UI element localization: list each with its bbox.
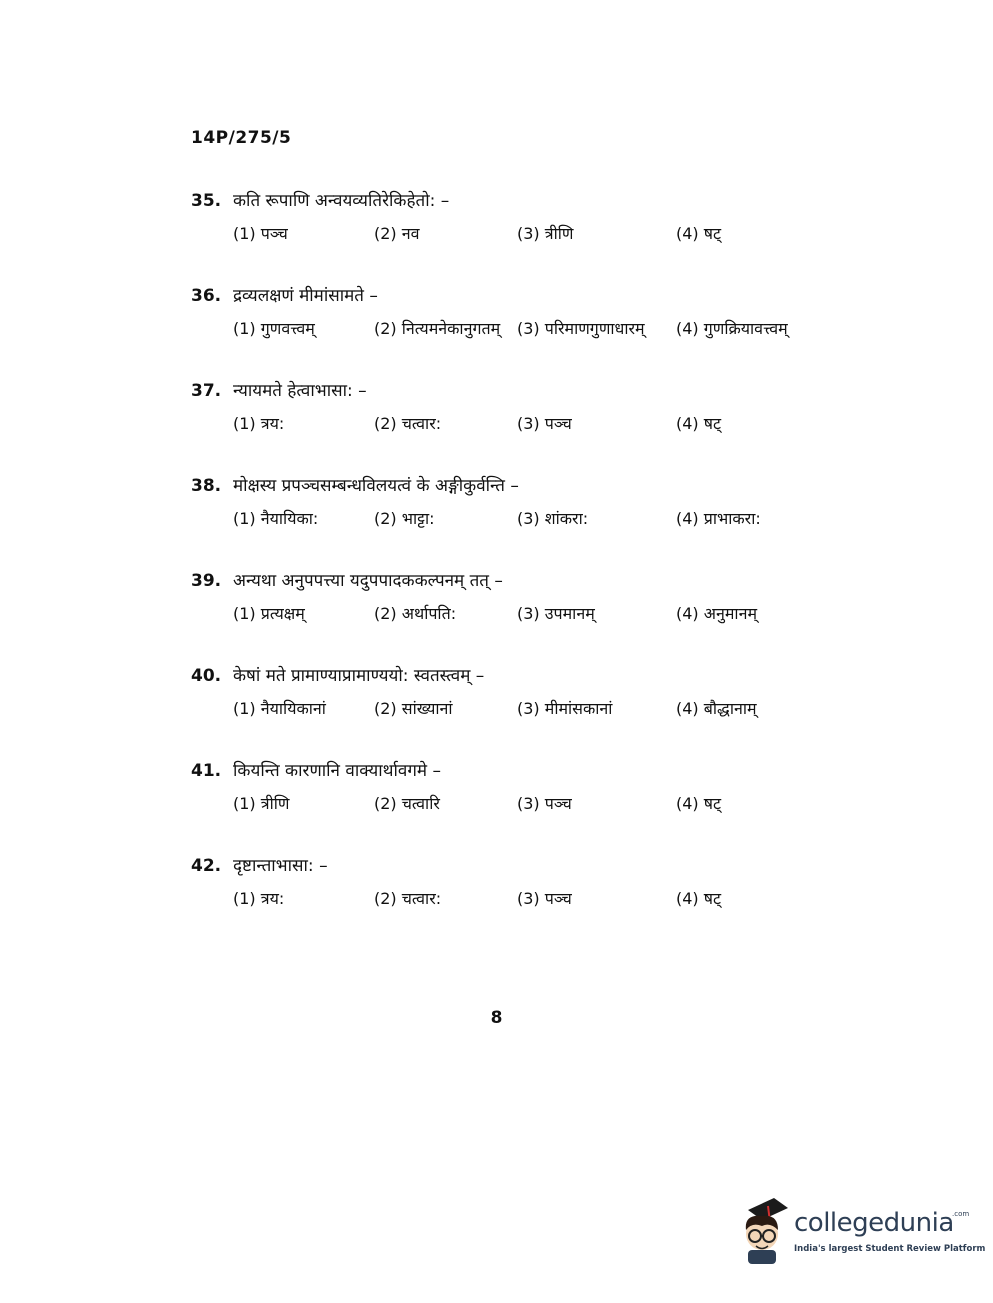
option-4: (4) बौद्धानाम् bbox=[676, 699, 757, 718]
option-3: (3) पञ्च bbox=[517, 414, 572, 433]
question-number: 42. bbox=[191, 856, 222, 876]
logo-wordmark: collegedunia bbox=[794, 1208, 954, 1238]
question-line bbox=[191, 283, 831, 311]
option-3: (3) परिमाणगुणाधारम् bbox=[517, 319, 645, 338]
option-2: (2) चत्वार: bbox=[374, 889, 442, 908]
options-row bbox=[191, 222, 831, 252]
question-text: द्रव्यलक्षणं मीमांसामते – bbox=[233, 286, 378, 306]
options-row bbox=[191, 507, 831, 537]
question-35 bbox=[191, 188, 831, 252]
question-line bbox=[191, 568, 831, 596]
options-row bbox=[191, 697, 831, 727]
option-2: (2) अर्थापति: bbox=[374, 604, 457, 623]
question-line bbox=[191, 188, 831, 216]
question-line bbox=[191, 378, 831, 406]
question-line bbox=[191, 853, 831, 881]
collegedunia-logo bbox=[734, 1196, 986, 1266]
option-3: (3) पञ्च bbox=[517, 889, 572, 908]
logo-domain: .com bbox=[952, 1210, 970, 1218]
question-text: केषां मते प्रामाण्याप्रामाण्ययो: स्वतस्त्वम् – bbox=[233, 666, 485, 686]
options-row bbox=[191, 792, 831, 822]
question-number: 39. bbox=[191, 571, 222, 591]
question-37 bbox=[191, 378, 831, 442]
option-3: (3) त्रीणि bbox=[517, 224, 574, 243]
question-number: 41. bbox=[191, 761, 222, 781]
option-1: (1) त्रय: bbox=[233, 889, 285, 908]
question-42 bbox=[191, 853, 831, 917]
question-36 bbox=[191, 283, 831, 347]
option-3: (3) पञ्च bbox=[517, 794, 572, 813]
question-text: मोक्षस्य प्रपञ्चसम्बन्धविलयत्वं के अङ्गीकुर्वन्ति – bbox=[233, 476, 519, 496]
question-text: कियन्ति कारणानि वाक्यार्थावगमे – bbox=[233, 761, 441, 781]
option-2: (2) चत्वार: bbox=[374, 414, 442, 433]
option-1: (1) गुणवत्त्वम् bbox=[233, 319, 315, 338]
question-text: कति रूपाणि अन्वयव्यतिरेकिहेतो: – bbox=[233, 191, 450, 211]
logo-tagline: India's largest Student Review Platform bbox=[794, 1244, 986, 1254]
option-1: (1) प्रत्यक्षम् bbox=[233, 604, 305, 623]
option-4: (4) प्राभाकरा: bbox=[676, 509, 761, 528]
question-41 bbox=[191, 758, 831, 822]
option-4: (4) षट् bbox=[676, 414, 722, 433]
options-row bbox=[191, 602, 831, 632]
option-2: (2) नव bbox=[374, 224, 420, 243]
option-2: (2) चत्वारि bbox=[374, 794, 440, 813]
question-line bbox=[191, 663, 831, 691]
question-number: 35. bbox=[191, 191, 222, 211]
question-text: दृष्टान्ताभासा: – bbox=[233, 856, 328, 876]
question-40 bbox=[191, 663, 831, 727]
question-text: अन्यथा अनुपपत्त्या यदुपपादककल्पनम् तत् – bbox=[233, 571, 503, 591]
option-1: (1) पञ्च bbox=[233, 224, 288, 243]
question-39 bbox=[191, 568, 831, 632]
question-line bbox=[191, 758, 831, 786]
mascot-icon bbox=[734, 1196, 792, 1266]
option-2: (2) नित्यमनेकानुगतम् bbox=[374, 319, 501, 338]
option-2: (2) सांख्यानां bbox=[374, 699, 453, 718]
paper-code: 14P/275/5 bbox=[191, 128, 292, 148]
option-2: (2) भाट्टा: bbox=[374, 509, 435, 528]
page-number: 8 bbox=[490, 1008, 503, 1028]
option-4: (4) षट् bbox=[676, 224, 722, 243]
option-3: (3) मीमांसकानां bbox=[517, 699, 613, 718]
option-4: (4) अनुमानम् bbox=[676, 604, 758, 623]
options-row bbox=[191, 412, 831, 442]
option-3: (3) उपमानम् bbox=[517, 604, 595, 623]
question-number: 40. bbox=[191, 666, 222, 686]
option-4: (4) षट् bbox=[676, 889, 722, 908]
option-1: (1) नैयायिका: bbox=[233, 509, 319, 528]
question-text: न्यायमते हेत्वाभासा: – bbox=[233, 381, 367, 401]
option-4: (4) षट् bbox=[676, 794, 722, 813]
question-number: 37. bbox=[191, 381, 222, 401]
option-1: (1) त्रय: bbox=[233, 414, 285, 433]
options-row bbox=[191, 887, 831, 917]
question-number: 36. bbox=[191, 286, 222, 306]
question-number: 38. bbox=[191, 476, 222, 496]
option-3: (3) शांकरा: bbox=[517, 509, 589, 528]
options-row bbox=[191, 317, 831, 347]
question-38 bbox=[191, 473, 831, 537]
option-1: (1) नैयायिकानां bbox=[233, 699, 326, 718]
option-1: (1) त्रीणि bbox=[233, 794, 290, 813]
question-line bbox=[191, 473, 831, 501]
option-4: (4) गुणक्रियावत्त्वम् bbox=[676, 319, 788, 338]
